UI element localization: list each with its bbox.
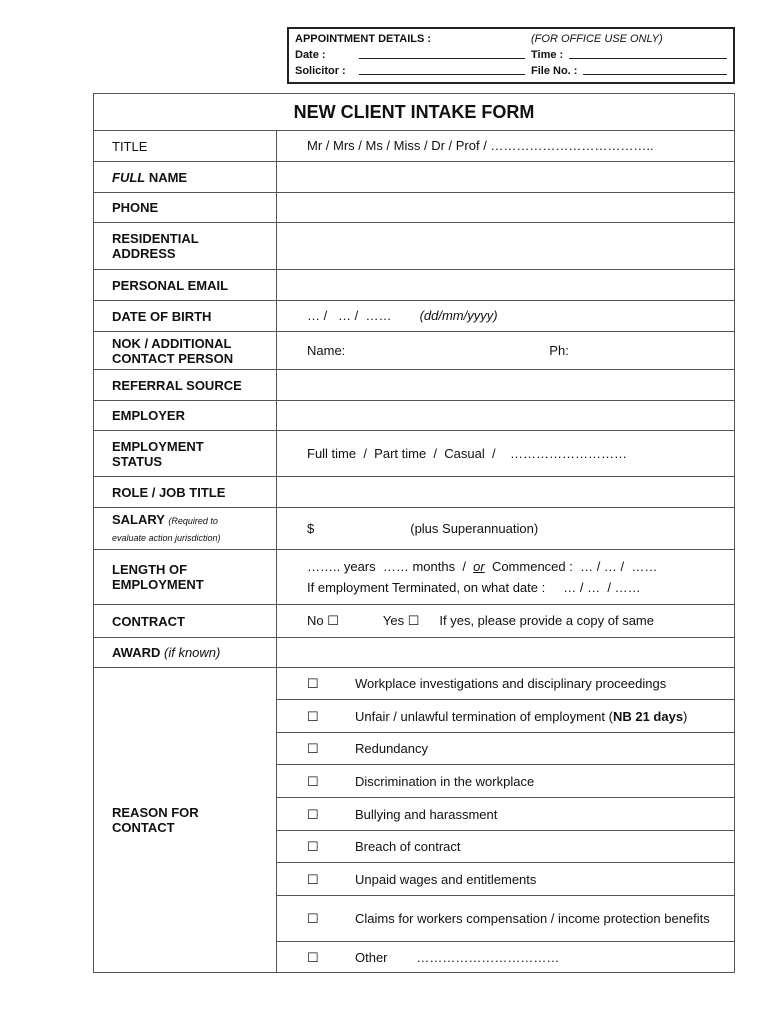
reason-option[interactable]: ☐ Discrimination in the workplace — [277, 765, 735, 798]
checkbox-icon[interactable]: ☐ — [307, 911, 319, 926]
nok-field[interactable] — [277, 332, 735, 370]
personal-email-field[interactable] — [277, 270, 735, 301]
date-of-birth-field[interactable]: … / … / …… (dd/mm/yyyy) — [277, 301, 735, 332]
checkbox-icon[interactable]: ☐ — [307, 773, 319, 789]
employment-status-field[interactable]: Full time / Part time / Casual / ……………………… — [277, 431, 735, 477]
checkbox-icon[interactable]: ☐ — [307, 806, 319, 822]
time-label: Time : — [531, 49, 564, 61]
salary-field[interactable]: $ (plus Superannuation) — [277, 508, 735, 550]
contract-field — [277, 605, 735, 638]
date-of-birth-label: DATE OF BIRTH — [94, 301, 277, 332]
checkbox-icon[interactable]: ☐ — [307, 741, 319, 756]
full-name-label: FULL NAME — [94, 162, 277, 193]
nok-name-label: Name: — [307, 342, 346, 358]
title-field[interactable]: Mr / Mrs / Ms / Miss / Dr / Prof / ……………………………….. — [277, 131, 735, 162]
full-name-field[interactable] — [277, 162, 735, 193]
award-label: AWARD (if known) — [94, 638, 277, 668]
file-no-label: File No. : — [531, 65, 578, 77]
checkbox-icon[interactable]: ☐ — [307, 949, 319, 965]
checkbox-icon[interactable]: ☐ — [307, 676, 319, 691]
contract-no-checkbox[interactable]: No ☐ — [307, 613, 339, 628]
role-label: ROLE / JOB TITLE — [94, 477, 277, 508]
phone-label: PHONE — [94, 193, 277, 223]
salary-label: SALARY (Required to evaluate action jurisdiction) — [94, 508, 277, 550]
title-label: TITLE — [94, 131, 277, 162]
employment-status-label: EMPLOYMENT STATUS — [94, 431, 277, 477]
reason-option[interactable]: ☐ Unfair / unlawful termination of employment (NB 21 days) — [277, 700, 735, 733]
office-use-box — [287, 27, 735, 84]
contract-yes-checkbox[interactable]: Yes ☐ — [382, 613, 420, 628]
personal-email-label: PERSONAL EMAIL — [94, 270, 277, 301]
file-no-field[interactable] — [583, 63, 727, 75]
checkbox-icon[interactable]: ☐ — [307, 708, 319, 724]
solicitor-field[interactable] — [359, 63, 525, 75]
length-of-employment-label: LENGTH OF EMPLOYMENT — [94, 550, 277, 605]
checkbox-icon[interactable]: ☐ — [307, 839, 319, 854]
residential-address-field[interactable] — [277, 223, 735, 270]
date-label: Date : — [295, 49, 326, 61]
award-field[interactable] — [277, 638, 735, 668]
reason-option[interactable]: ☐ Unpaid wages and entitlements — [277, 863, 735, 896]
appointment-details-title: APPOINTMENT DETAILS : — [295, 33, 432, 45]
reason-option[interactable]: ☐ Other …………………………… — [277, 942, 735, 973]
reason-option[interactable]: ☐ Redundancy — [277, 733, 735, 765]
employer-label: EMPLOYER — [94, 401, 277, 431]
referral-source-field[interactable] — [277, 370, 735, 401]
referral-source-label: REFERRAL SOURCE — [94, 370, 277, 401]
time-field[interactable] — [569, 47, 727, 59]
reason-option[interactable]: ☐ Workplace investigations and disciplinary proceedings — [277, 668, 735, 700]
employer-field[interactable] — [277, 401, 735, 431]
solicitor-label: Solicitor : — [295, 65, 346, 77]
role-field[interactable] — [277, 477, 735, 508]
intake-form — [93, 93, 735, 973]
checkbox-icon[interactable]: ☐ — [307, 871, 319, 887]
residential-address-label: RESIDENTIAL ADDRESS — [94, 223, 277, 270]
nok-label: NOK / ADDITIONAL CONTACT PERSON — [94, 332, 277, 370]
nok-ph-label: Ph: — [549, 342, 569, 358]
office-use-note: (FOR OFFICE USE ONLY) — [531, 33, 663, 45]
reason-for-contact-label: REASON FOR CONTACT — [94, 668, 277, 973]
contract-label: CONTRACT — [94, 605, 277, 638]
form-heading: NEW CLIENT INTAKE FORM — [94, 94, 735, 131]
length-of-employment-field[interactable]: …….. years …… months / or Commenced : … / … / …… If employment Terminated, on what date : … / … / …… — [277, 550, 735, 605]
contract-note: If yes, please provide a copy of same — [439, 613, 654, 628]
date-field[interactable] — [359, 47, 525, 59]
reason-option[interactable]: ☐ Breach of contract — [277, 831, 735, 863]
phone-field[interactable] — [277, 193, 735, 223]
reason-option[interactable]: ☐ Bullying and harassment — [277, 798, 735, 831]
reason-option[interactable]: ☐ Claims for workers compensation / income protection benefits — [277, 896, 735, 942]
